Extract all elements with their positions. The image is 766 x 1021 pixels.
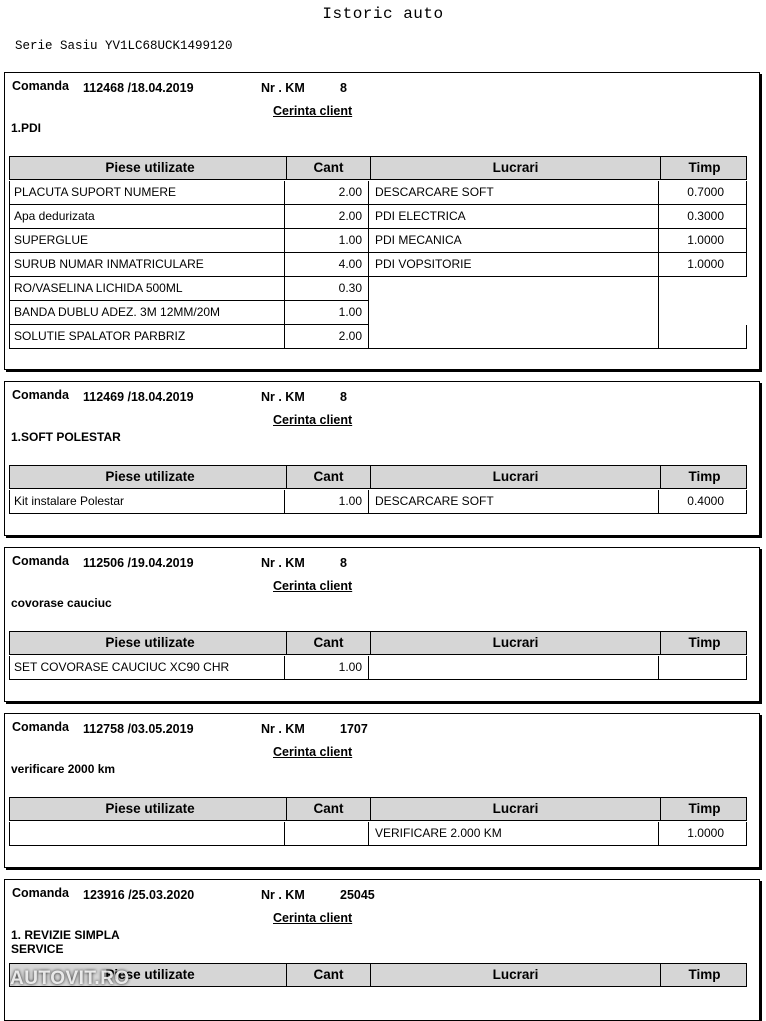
part-qty: 1.00 bbox=[285, 301, 369, 325]
work-time: 0.3000 bbox=[659, 205, 747, 229]
order-table bbox=[9, 157, 747, 349]
work-name bbox=[369, 277, 659, 301]
order-number: 112758 /03.05.2019 bbox=[83, 722, 194, 736]
order-block bbox=[4, 547, 760, 702]
work-time: 1.0000 bbox=[659, 253, 747, 277]
work-time: 0.4000 bbox=[659, 490, 747, 514]
header-timp: Timp bbox=[660, 798, 748, 820]
km-label: Nr . KM bbox=[261, 81, 305, 95]
page-title: Istoric auto bbox=[322, 5, 444, 23]
client-request-line: SERVICE bbox=[11, 942, 64, 956]
client-request-line: covorase cauciuc bbox=[11, 596, 112, 610]
order-label: Comanda bbox=[12, 79, 69, 93]
work-name bbox=[369, 656, 659, 680]
part-name: SURUB NUMAR INMATRICULARE bbox=[9, 253, 285, 277]
order-number: 112506 /19.04.2019 bbox=[83, 556, 194, 570]
table-row bbox=[9, 229, 747, 253]
header-timp: Timp bbox=[660, 466, 748, 488]
work-time: 1.0000 bbox=[659, 229, 747, 253]
table-header bbox=[9, 465, 747, 489]
part-qty: 1.00 bbox=[285, 229, 369, 253]
client-request-label: Cerinta client bbox=[273, 745, 353, 759]
client-request bbox=[11, 121, 41, 135]
part-qty: 0.30 bbox=[285, 277, 369, 301]
table-row bbox=[9, 656, 747, 680]
order-number: 112469 /18.04.2019 bbox=[83, 390, 194, 404]
km-label: Nr . KM bbox=[261, 390, 305, 404]
client-request-label: Cerinta client bbox=[273, 579, 353, 593]
km-label: Nr . KM bbox=[261, 556, 305, 570]
header-cant: Cant bbox=[286, 157, 370, 179]
header-cant: Cant bbox=[286, 632, 370, 654]
table-row bbox=[9, 301, 747, 325]
client-request-line: verificare 2000 km bbox=[11, 762, 116, 776]
km-value: 8 bbox=[340, 390, 347, 404]
work-time bbox=[659, 301, 747, 325]
order-label: Comanda bbox=[12, 886, 69, 900]
order-label: Comanda bbox=[12, 388, 69, 402]
table-row bbox=[9, 181, 747, 205]
part-qty: 2.00 bbox=[285, 181, 369, 205]
client-request-line: 1. REVIZIE SIMPLA bbox=[11, 928, 120, 942]
header-piese: Piese utilizate bbox=[105, 635, 195, 650]
client-request-line: 1.PDI bbox=[11, 121, 42, 135]
part-qty: 2.00 bbox=[285, 325, 369, 349]
order-table bbox=[9, 798, 747, 846]
part-qty bbox=[285, 822, 369, 846]
work-name: VERIFICARE 2.000 KM bbox=[369, 822, 659, 846]
table-row bbox=[9, 205, 747, 229]
client-request bbox=[11, 596, 112, 610]
work-name: PDI MECANICA bbox=[369, 229, 659, 253]
work-time bbox=[659, 325, 747, 349]
km-label: Nr . KM bbox=[261, 888, 305, 902]
order-number: 123916 /25.03.2020 bbox=[83, 888, 195, 902]
km-value: 8 bbox=[340, 556, 347, 570]
table-header bbox=[9, 797, 747, 821]
part-qty: 2.00 bbox=[285, 205, 369, 229]
part-name: Apa dedurizata bbox=[9, 205, 285, 229]
part-name: BANDA DUBLU ADEZ. 3M 12MM/20M bbox=[9, 301, 285, 325]
header-lucrari: Lucrari bbox=[370, 466, 660, 488]
client-request-label: Cerinta client bbox=[273, 911, 353, 925]
header-piese: Piese utilizate bbox=[105, 967, 195, 982]
part-name: SET COVORASE CAUCIUC XC90 CHR bbox=[9, 656, 285, 680]
work-time: 0.7000 bbox=[659, 181, 747, 205]
work-name: PDI VOPSITORIE bbox=[369, 253, 659, 277]
part-name: SUPERGLUE bbox=[9, 229, 285, 253]
work-name: DESCARCARE SOFT bbox=[369, 181, 659, 205]
work-name: DESCARCARE SOFT bbox=[369, 490, 659, 514]
table-row bbox=[9, 325, 747, 349]
order-block bbox=[4, 381, 760, 536]
table-header bbox=[9, 156, 747, 180]
client-request-label: Cerinta client bbox=[273, 413, 353, 427]
table-header bbox=[9, 631, 747, 655]
header-cant: Cant bbox=[286, 466, 370, 488]
order-label: Comanda bbox=[12, 554, 69, 568]
order-table bbox=[9, 466, 747, 514]
work-name bbox=[369, 301, 659, 325]
part-qty: 4.00 bbox=[285, 253, 369, 277]
table-row bbox=[9, 253, 747, 277]
work-time bbox=[659, 656, 747, 680]
header-cant: Cant bbox=[286, 964, 370, 986]
part-name: SOLUTIE SPALATOR PARBRIZ bbox=[9, 325, 285, 349]
part-qty: 1.00 bbox=[285, 490, 369, 514]
part-name: RO/VASELINA LICHIDA 500ML bbox=[9, 277, 285, 301]
header-lucrari: Lucrari bbox=[370, 964, 660, 986]
client-request bbox=[11, 762, 115, 776]
header-cant: Cant bbox=[286, 798, 370, 820]
km-label: Nr . KM bbox=[261, 722, 305, 736]
header-timp: Timp bbox=[660, 964, 748, 986]
work-time bbox=[659, 277, 747, 301]
order-block bbox=[4, 72, 760, 370]
part-name: Kit instalare Polestar bbox=[9, 490, 285, 514]
header-lucrari: Lucrari bbox=[370, 632, 660, 654]
watermark-logo: AUTOVIT.RO bbox=[10, 968, 130, 989]
header-lucrari: Lucrari bbox=[370, 798, 660, 820]
header-piese: Piese utilizate bbox=[105, 801, 195, 816]
order-number: 112468 /18.04.2019 bbox=[83, 81, 194, 95]
client-request bbox=[11, 928, 120, 956]
header-timp: Timp bbox=[660, 632, 748, 654]
order-table bbox=[9, 632, 747, 680]
work-time: 1.0000 bbox=[659, 822, 747, 846]
table-row bbox=[9, 822, 747, 846]
order-block bbox=[4, 713, 760, 868]
header-piese: Piese utilizate bbox=[105, 469, 195, 484]
header-piese: Piese utilizate bbox=[105, 160, 195, 175]
km-value: 1707 bbox=[340, 722, 368, 736]
order-label: Comanda bbox=[12, 720, 69, 734]
table-row bbox=[9, 490, 747, 514]
km-value: 25045 bbox=[340, 888, 375, 902]
header-timp: Timp bbox=[660, 157, 748, 179]
client-request-line: 1.SOFT POLESTAR bbox=[11, 430, 121, 444]
table-row bbox=[9, 277, 747, 301]
km-value: 8 bbox=[340, 81, 347, 95]
work-name: PDI ELECTRICA bbox=[369, 205, 659, 229]
client-request-label: Cerinta client bbox=[273, 104, 353, 118]
part-name bbox=[9, 822, 285, 846]
work-name bbox=[369, 325, 659, 349]
part-qty: 1.00 bbox=[285, 656, 369, 680]
vin-label: Serie Sasiu YV1LC68UCK1499120 bbox=[15, 39, 233, 53]
client-request bbox=[11, 430, 121, 444]
part-name: PLACUTA SUPORT NUMERE bbox=[9, 181, 285, 205]
header-lucrari: Lucrari bbox=[370, 157, 660, 179]
